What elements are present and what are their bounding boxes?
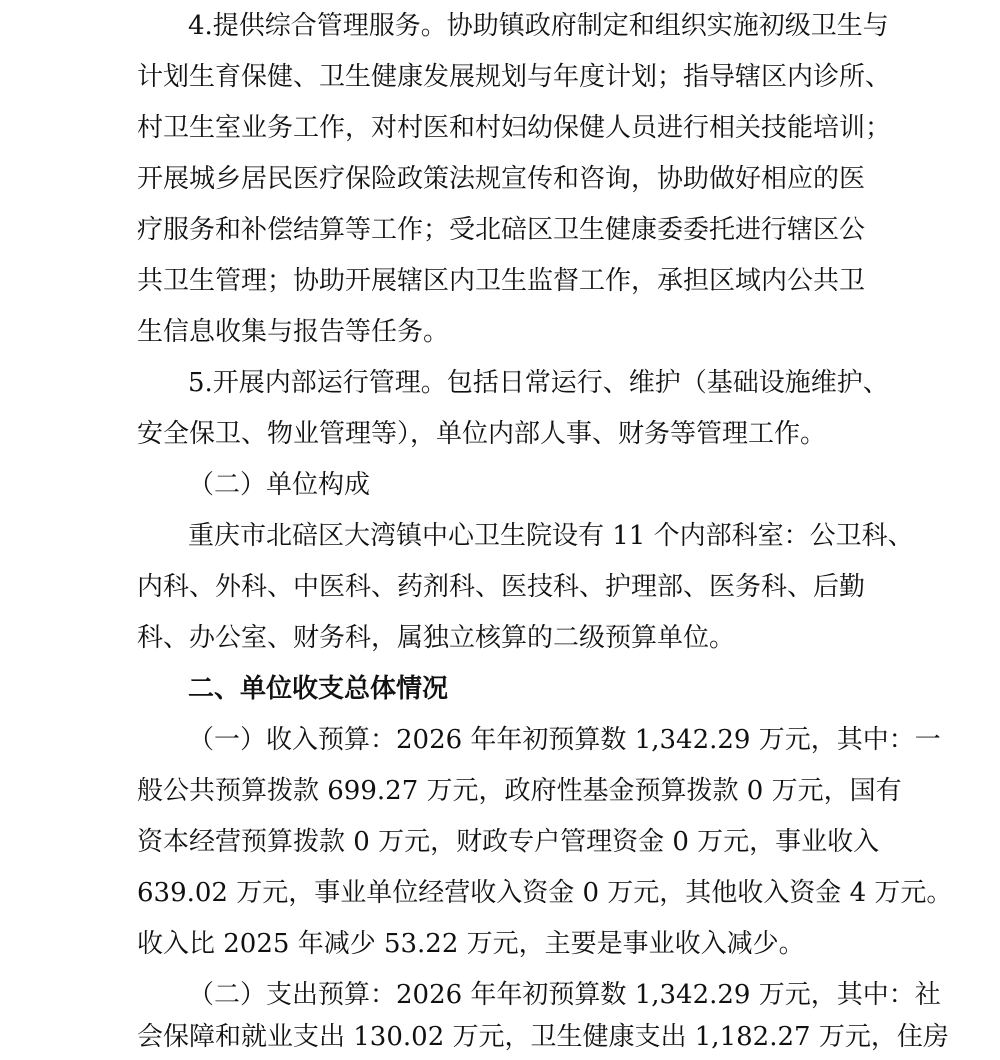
- paragraph-4-line-2: 计划生育保健、卫生健康发展规划与年度计划；指导辖区内诊所、: [137, 62, 892, 92]
- paragraph-5-line-1: 5.开展内部运行管理。包括日常运行、维护（基础设施维护、: [188, 368, 889, 398]
- income-line-1: （一）收入预算：2026 年年初预算数 1,342.29 万元，其中：一: [188, 725, 941, 755]
- income-line-5: 收入比 2025 年减少 53.22 万元，主要是事业收入减少。: [137, 929, 805, 959]
- composition-line-1: 重庆市北碚区大湾镇中心卫生院设有 11 个内部科室：公卫科、: [188, 521, 914, 551]
- paragraph-4-line-4: 开展城乡居民医疗保险政策法规宣传和咨询，协助做好相应的医: [137, 164, 866, 194]
- income-line-4: 639.02 万元，事业单位经营收入资金 0 万元，其他收入资金 4 万元。: [137, 878, 953, 908]
- composition-line-3: 科、办公室、财务科，属独立核算的二级预算单位。: [137, 623, 736, 653]
- paragraph-4-line-1: 4.提供综合管理服务。协助镇政府制定和组织实施初级卫生与: [188, 11, 889, 41]
- paragraph-4-line-7: 生信息收集与报告等任务。: [137, 317, 450, 347]
- income-line-3: 资本经营预算拨款 0 万元，财政专户管理资金 0 万元，事业收入: [137, 827, 880, 857]
- expenditure-line-1: （二）支出预算：2026 年年初预算数 1,342.29 万元，其中：社: [188, 980, 941, 1010]
- paragraph-4-line-6: 共卫生管理；协助开展辖区内卫生监督工作，承担区域内公共卫: [137, 266, 866, 296]
- composition-line-2: 内科、外科、中医科、药剂科、医技科、护理部、医务科、后勤: [137, 572, 866, 602]
- heading-budget-overview: 二、单位收支总体情况: [188, 674, 449, 704]
- paragraph-4-line-5: 疗服务和补偿结算等工作；受北碚区卫生健康委委托进行辖区公: [137, 215, 866, 245]
- income-line-2: 般公共预算拨款 699.27 万元，政府性基金预算拨款 0 万元，国有: [137, 776, 902, 806]
- paragraph-5-line-2: 安全保卫、物业管理等），单位内部人事、财务等管理工作。: [137, 419, 827, 449]
- paragraph-4-line-3: 村卫生室业务工作，对村医和村妇幼保健人员进行相关技能培训；: [137, 113, 892, 143]
- section-heading-unit-composition: （二）单位构成: [188, 470, 371, 500]
- expenditure-line-2: 会保障和就业支出 130.02 万元，卫生健康支出 1,182.27 万元，住房: [137, 1022, 949, 1052]
